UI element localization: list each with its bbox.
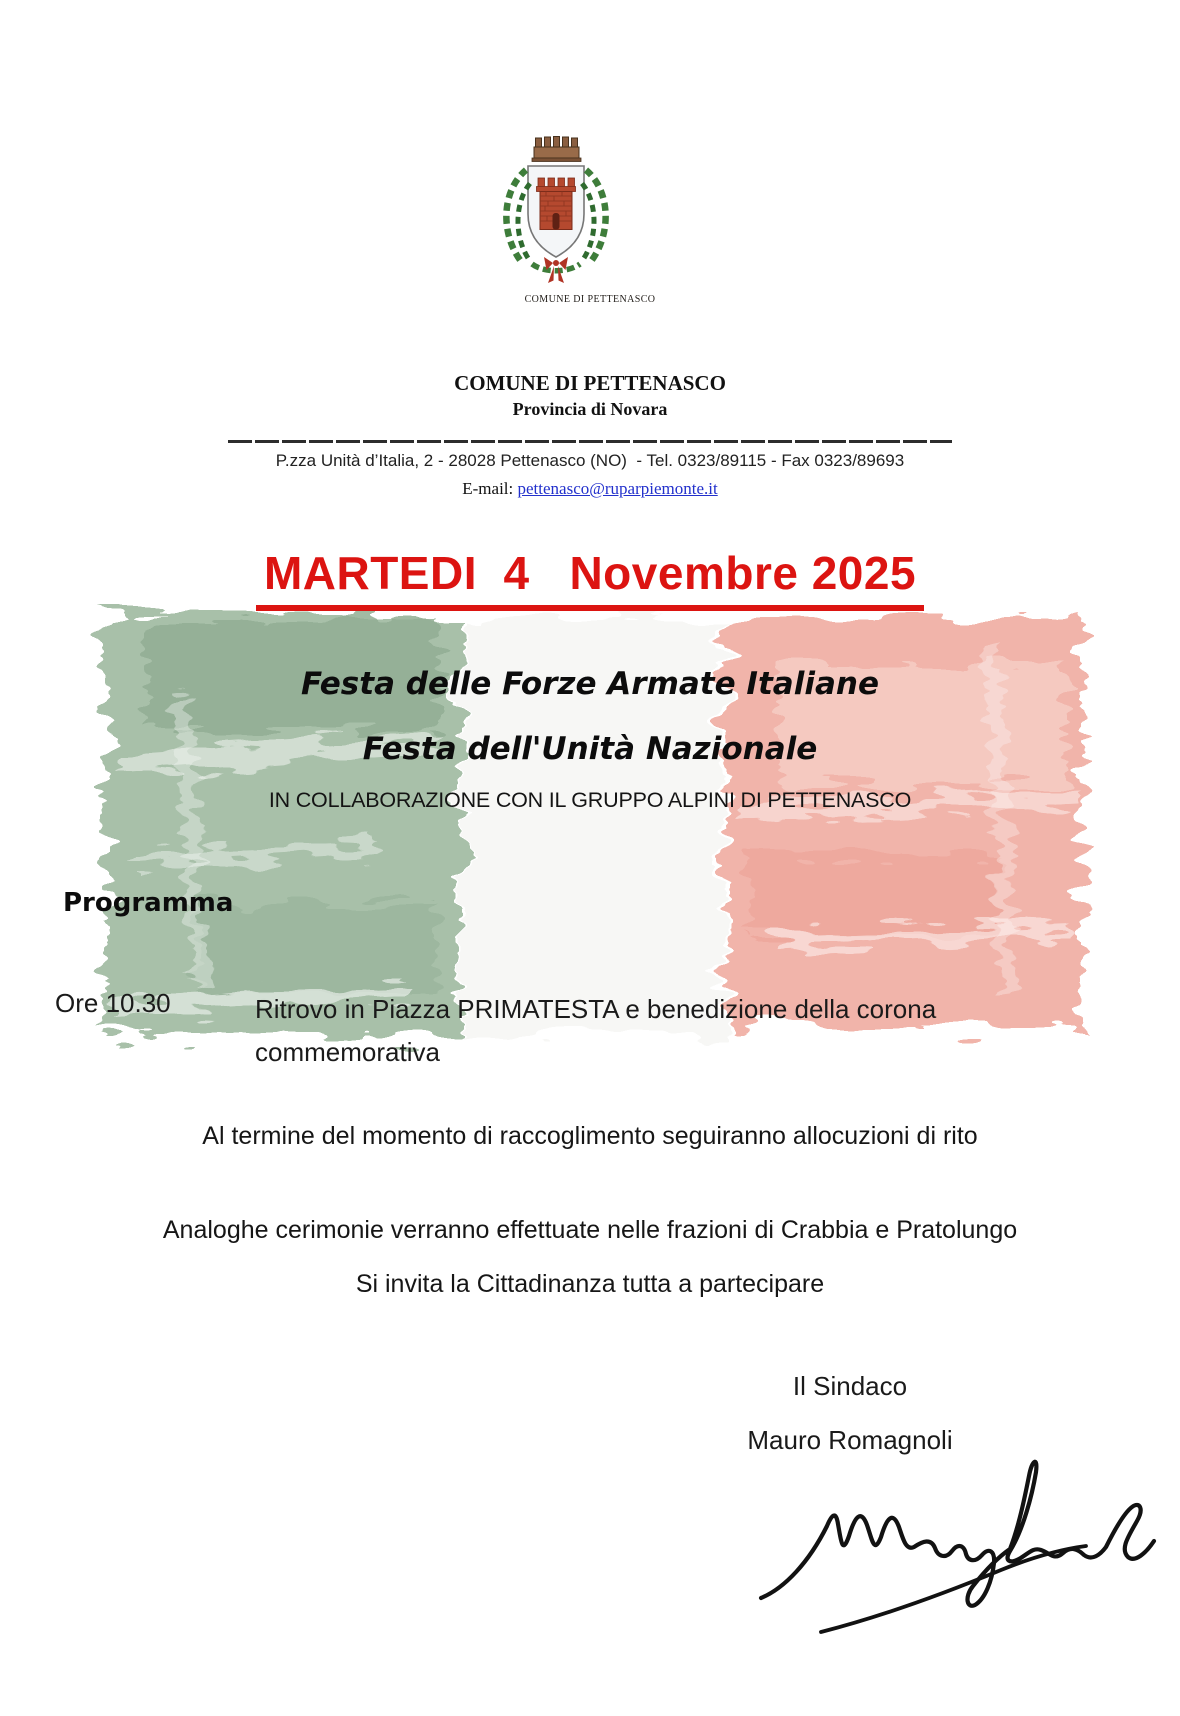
note-invito: Si invita la Cittadinanza tutta a partecipare <box>355 1270 825 1298</box>
province-name: Provincia di Novara <box>512 399 668 419</box>
note-allocuzioni: Al termine del momento di raccoglimento seguiranno allocuzioni di rito <box>202 1122 978 1150</box>
municipality-name: COMUNE DI PETTENASCO <box>454 371 726 395</box>
date-title: MARTEDI 4 Novembre 2025 <box>256 546 924 611</box>
letterhead-divider <box>228 440 952 443</box>
handwritten-signature <box>733 1446 1163 1641</box>
subtitle-national-unity: Festa dell'Unità Nazionale <box>362 731 818 767</box>
program-item-description: Ritrovo in Piazza PRIMATESTA e benedizione della corona commemorativa <box>255 994 937 1067</box>
note-frazioni: Analoghe cerimonie verranno effettuate nelle frazioni di Crabbia e Pratolungo <box>162 1216 1018 1244</box>
email-link[interactable]: pettenasco@ruparpiemonte.it <box>517 479 718 498</box>
collaboration-line: IN COLLABORAZIONE CON IL GRUPPO ALPINI DI PETTENASCO <box>268 788 912 812</box>
email-line <box>0 479 1180 499</box>
subtitle-armed-forces: Festa delle Forze Armate Italiane <box>301 666 879 702</box>
address-line: P.zza Unità d’Italia, 2 - 28028 Pettenasco (NO) - Tel. 0323/89115 - Fax 0323/89693 <box>275 451 905 470</box>
signature-name: Mauro Romagnoli <box>747 1425 953 1455</box>
signature-role: Il Sindaco <box>792 1371 908 1401</box>
coat-of-arms-icon <box>490 130 622 292</box>
crest-caption: COMUNE DI PETTENASCO <box>524 294 656 305</box>
program-item <box>55 988 1055 1074</box>
program-item-time: Ore 10.30 <box>55 988 171 1018</box>
email-label: E-mail: <box>462 479 518 498</box>
date-title-row <box>0 546 1180 611</box>
municipal-crest <box>490 130 622 297</box>
tower-door <box>553 213 560 230</box>
program-heading: Programma <box>63 888 234 918</box>
mural-crown <box>532 137 581 162</box>
